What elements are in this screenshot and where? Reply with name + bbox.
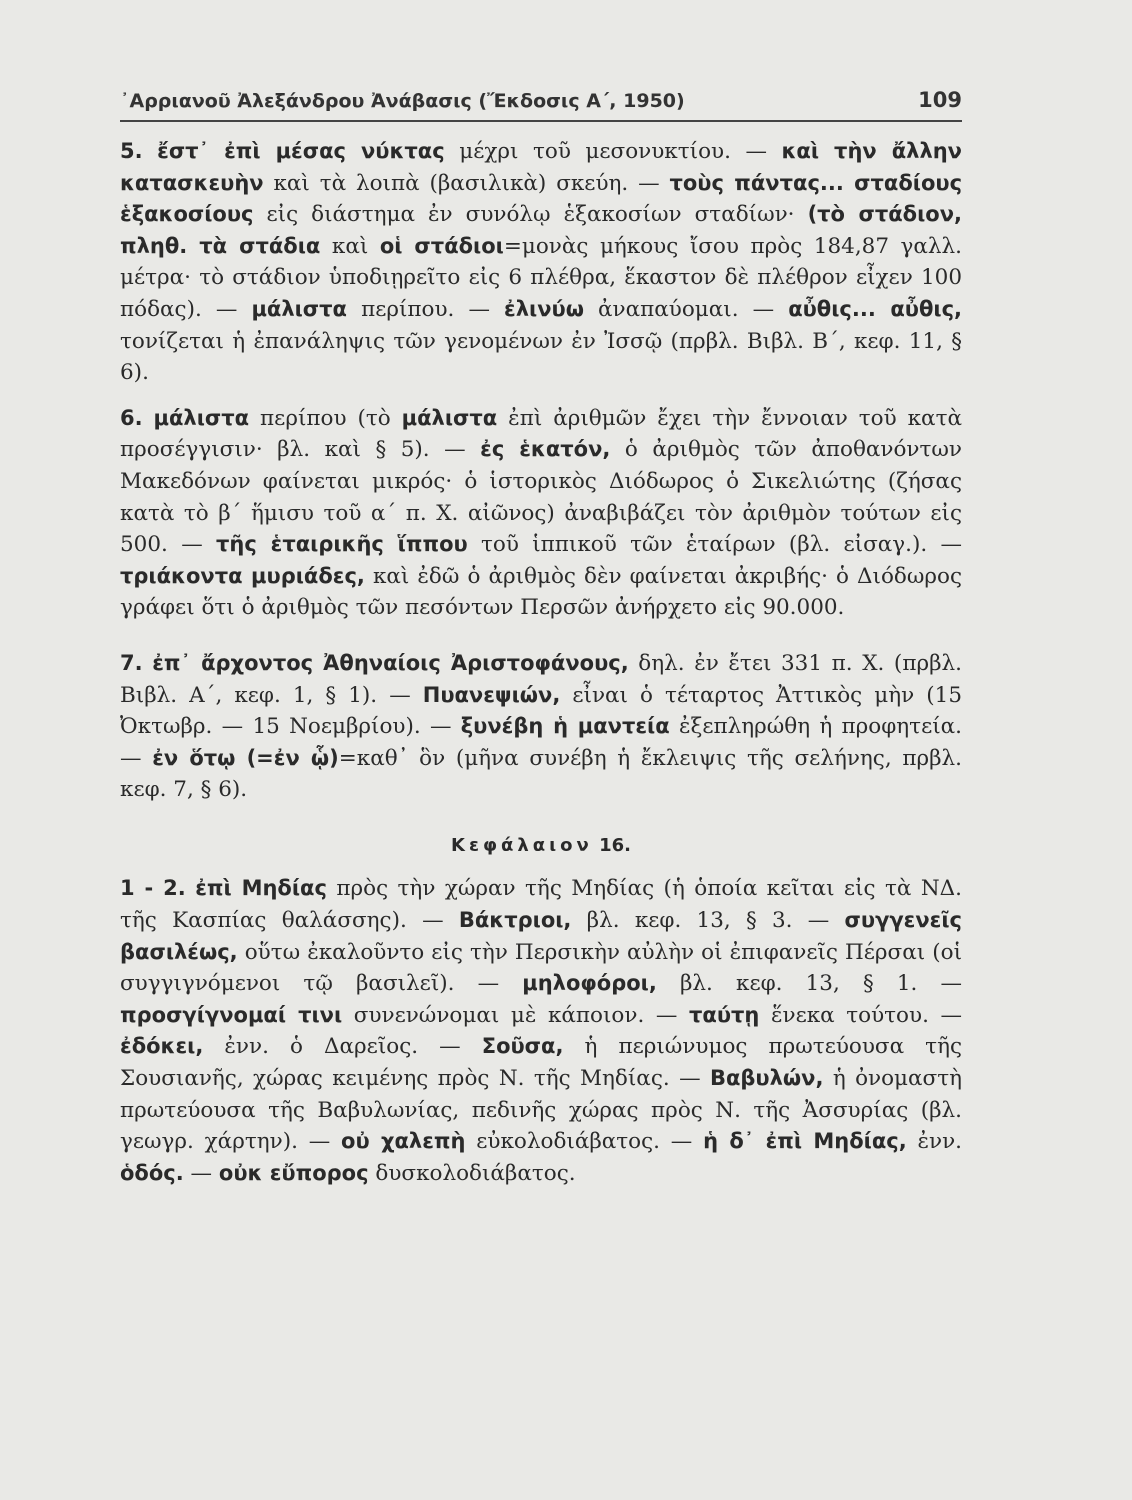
note-text — [120, 651, 962, 802]
lemma: οὐκ εὔπορος — [218, 1160, 369, 1185]
gloss: ἡ ὀνομαστὴ πρωτεύουσα τῆς Βαβυλωνίας, πεδινῆς χώρας πρὸς Ν. τῆς Ἀσσυρίας (βλ. γεωγρ. χάρτην). — — [120, 1066, 962, 1155]
chapter-heading — [120, 830, 962, 862]
lemma: ἐδόκει, — [120, 1034, 204, 1059]
gloss: ἀναπαύομαι. — — [583, 296, 789, 322]
gloss: συνενώνομαι μὲ κάποιον. — — [342, 1002, 689, 1028]
gloss: πρὸς τὴν χώραν τῆς Μηδίας (ἡ ὁποία κεῖται εἰς τὰ ΝΔ. τῆς Κασπίας θαλάσσης). — — [120, 876, 962, 934]
gloss: δηλ. ἐν ἔτει 331 π. Χ. (πρβλ. Βιβλ. Α΄, κεφ. 1, § 1). — — [120, 650, 962, 708]
gloss: ὁ ἀριθμὸς τῶν ἀποθανόντων Μακεδόνων φαίνεται μικρός· ὁ ἱστορικὸς Διόδωρος ὁ Σικελιώτης (ζήσας κατὰ τὸ β΄ ἥμισυ τοῦ α΄ π. Χ. αἰῶνος) ἀναβιβάζει τὸν ἀριθμὸν τούτων εἰς 500. — — [120, 437, 962, 558]
gloss: μέχρι τοῦ μεσονυκτίου. — — [444, 139, 782, 164]
gloss: =καθ᾿ ὃν (μῆνα συνέβη ἡ ἔκλειψις τῆς σελήνης, πρβλ. κεφ. 7, § 6). — [120, 745, 962, 803]
commentary-body — [120, 136, 962, 1189]
gloss: καὶ — [320, 233, 380, 259]
gloss: βλ. κεφ. 13, § 1. — — [656, 971, 962, 997]
gloss: οὕτω ἐκαλοῦντο εἰς τὴν Περσικὴν αὐλὴν οἱ ἐπιφανεῖς Πέρσαι (οἱ συγγιγνόμενοι τῷ βασιλεῖ). — — [120, 939, 962, 997]
running-header — [120, 88, 962, 122]
lemma: ἐς ἑκατόν, — [480, 437, 611, 462]
lemma: Πυανεψιών, — [422, 682, 561, 707]
lemma: αὖθις... αὖθις, — [788, 296, 962, 321]
lemma: ταύτῃ — [688, 1002, 760, 1027]
running-title: ᾿Αρριανοῦ Ἀλεξάνδρου Ἀνάβασις (Ἔκδοσις Α΄, 1950) — [120, 90, 685, 112]
gloss: ἐνν. — [906, 1129, 962, 1155]
note-7 — [120, 648, 962, 806]
gloss: =μονὰς μήκους ἴσου πρὸς 184,87 γαλλ. μέτρα· τὸ στάδιον ὑποδιῃρεῖτο εἰς 6 πλέθρα, ἕκαστον δὲ πλέθρον εἶχεν 100 πόδας). — — [120, 233, 962, 322]
lemma: τῆς ἑταιρικῆς ἵππου — [216, 532, 468, 557]
gloss: ἐνν. ὁ Δαρεῖος. — — [203, 1034, 482, 1060]
lemma: Βαβυλών, — [709, 1066, 824, 1091]
gloss: καὶ ἐδῶ ὁ ἀριθμὸς δὲν φαίνεται ἀκριβής· ὁ Διόδωρος γράφει ὅτι ὁ ἀριθμὸς τῶν πεσόντων Περσῶν ἀνήρχετο εἰς 90.000. — [120, 563, 963, 621]
note-5 — [120, 136, 962, 389]
lemma: τοὺς πάντας... σταδίους ἑξακοσίους — [120, 170, 963, 227]
gloss: περίπου (τὸ — [249, 405, 402, 431]
gloss: ἕνεκα τούτου. — — [759, 1002, 963, 1028]
lemma: τριάκοντα μυριάδες, — [120, 563, 365, 588]
lemma: ἐπ᾿ ἄρχοντος Ἀθηναίοις Ἀριστοφάνους, — [152, 650, 629, 675]
gloss: καὶ τὰ λοιπὰ (βασιλικὰ) σκεύη. — — [263, 170, 670, 196]
gloss: περίπου. — — [347, 296, 505, 322]
chapter-number: 16. — [599, 834, 631, 856]
lemma: οἱ στάδιοι — [379, 233, 504, 258]
gloss: τοῦ ἱππικοῦ τῶν ἑταίρων (βλ. εἰσαγ.). — — [467, 532, 963, 558]
gloss: τονίζεται ἡ ἐπανάληψις τῶν γενομένων ἐν Ἰσσῷ (πρβλ. Βιβλ. Β΄, κεφ. 11, § 6). — [120, 328, 962, 386]
lemma: καὶ τὴν ἄλλην κατασκευὴν — [120, 139, 962, 195]
lemma: μηλοφόροι, — [522, 971, 657, 996]
note-text — [120, 406, 962, 621]
gloss: βλ. κεφ. 13, § 3. — — [571, 908, 845, 934]
gloss: ἡ περιώνυμος πρωτεύουσα τῆς Σουσιανῆς, χώρας κειμένης πρὸς Ν. τῆς Μηδίας. — — [120, 1034, 962, 1092]
note-1-2 — [120, 873, 962, 1189]
note-number: 1 - 2. — [120, 876, 186, 901]
note-number: 7. — [120, 650, 143, 675]
lemma: ξυνέβη ἡ μαντεία — [460, 714, 670, 739]
gloss: εἰς διάστημα ἐν συνόλῳ ἑξακοσίων σταδίων· — [253, 202, 808, 228]
lemma: ἐλινύω — [504, 296, 584, 321]
lemma: οὐ χαλεπὴ — [341, 1129, 466, 1154]
chapter-label: Κεφάλαιον — [451, 834, 593, 856]
gloss: εἶναι ὁ τέταρτος Ἀττικὸς μὴν (15 Ὀκτωβρ. — 15 Νοεμβρίου). — — [120, 682, 962, 740]
lemma: ἐπὶ Μηδίας — [195, 876, 327, 901]
note-text — [120, 139, 962, 385]
gloss: ἐξεπληρώθη ἡ προφητεία. — — [120, 714, 962, 771]
gloss: δυσκολοδιάβατος. — [368, 1160, 576, 1186]
lemma: ἐν ὅτῳ (=ἐν ᾧ) — [152, 745, 339, 770]
lemma: Βάκτριοι, — [458, 908, 572, 933]
note-text — [120, 876, 962, 1185]
lemma: (τὸ στάδιον, πληθ. τὰ στάδια — [120, 202, 963, 258]
lemma: ὁδός. — [120, 1160, 184, 1185]
gloss: εὐκολοδιάβατος. — — [465, 1129, 704, 1155]
lemma: μάλιστα — [251, 296, 347, 321]
lemma: ἡ δ᾿ ἐπὶ Μηδίας, — [703, 1129, 907, 1154]
lemma: μάλιστα — [401, 405, 498, 430]
lemma: μάλιστα — [153, 405, 250, 430]
lemma: Σοῦσα, — [481, 1034, 564, 1059]
note-6 — [120, 403, 962, 624]
lemma: προσγίγνομαί τινι — [120, 1002, 343, 1027]
gloss: — — [183, 1160, 219, 1186]
page-number: 109 — [918, 88, 962, 112]
lemma: ἔστ᾿ ἐπὶ μέσας νύκτας — [157, 139, 445, 163]
lemma: συγγενεῖς βασιλέως, — [120, 908, 962, 964]
gloss: ἐπὶ ἀριθμῶν ἔχει τὴν ἔννοιαν τοῦ κατὰ προσέγγισιν· βλ. καὶ § 5). — — [120, 405, 962, 463]
note-number: 5. — [120, 139, 143, 163]
note-number: 6. — [120, 405, 143, 430]
